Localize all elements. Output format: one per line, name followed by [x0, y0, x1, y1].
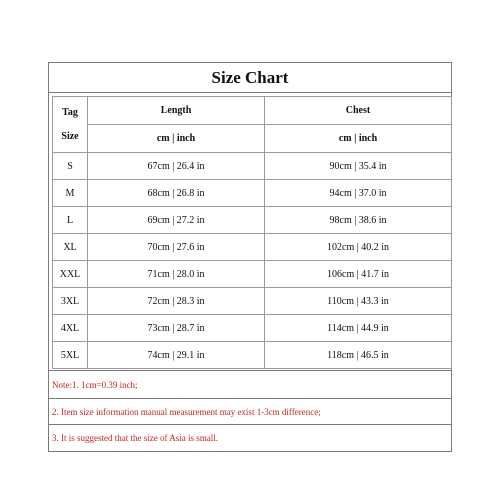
note-measurement: 2. Item size information manual measurement may exist 1-3cm difference; — [49, 398, 451, 424]
length-cell: 71cm | 28.0 in — [88, 261, 265, 288]
length-cell: 67cm | 26.4 in — [88, 153, 265, 180]
table-row — [53, 261, 452, 288]
chest-unit-header: cm | inch — [265, 125, 452, 153]
length-cell: 68cm | 26.8 in — [88, 180, 265, 207]
size-cell: XXL — [53, 261, 88, 288]
tag-size-header — [53, 97, 88, 153]
length-header: Length — [88, 97, 265, 125]
table-row — [53, 234, 452, 261]
table-row — [53, 342, 452, 369]
size-cell: 4XL — [53, 315, 88, 342]
tag-header-line2: Size — [61, 130, 79, 142]
table-header-row — [53, 97, 452, 125]
chest-cell: 102cm | 40.2 in — [265, 234, 452, 261]
size-cell: S — [53, 153, 88, 180]
size-table — [52, 96, 452, 369]
size-cell: L — [53, 207, 88, 234]
chest-cell: 118cm | 46.5 in — [265, 342, 452, 369]
table-row — [53, 180, 452, 207]
chest-cell: 106cm | 41.7 in — [265, 261, 452, 288]
table-row — [53, 315, 452, 342]
size-chart-frame — [48, 62, 452, 452]
chest-cell: 98cm | 38.6 in — [265, 207, 452, 234]
note-asia-size: 3. It is suggested that the size of Asia is small. — [49, 424, 451, 451]
chest-cell: 114cm | 44.9 in — [265, 315, 452, 342]
note-conversion: Note:1. 1cm=0.39 inch; — [49, 370, 451, 398]
size-cell: M — [53, 180, 88, 207]
chest-cell: 110cm | 43.3 in — [265, 288, 452, 315]
length-unit-header: cm | inch — [88, 125, 265, 153]
table-row — [53, 288, 452, 315]
size-chart-title: Size Chart — [49, 63, 451, 93]
size-cell: XL — [53, 234, 88, 261]
chest-cell: 94cm | 37.0 in — [265, 180, 452, 207]
chest-cell: 90cm | 35.4 in — [265, 153, 452, 180]
table-row — [53, 153, 452, 180]
length-cell: 69cm | 27.2 in — [88, 207, 265, 234]
table-row — [53, 207, 452, 234]
length-cell: 70cm | 27.6 in — [88, 234, 265, 261]
table-unit-row — [53, 125, 452, 153]
length-cell: 72cm | 28.3 in — [88, 288, 265, 315]
length-cell: 74cm | 29.1 in — [88, 342, 265, 369]
chest-header: Chest — [265, 97, 452, 125]
length-cell: 73cm | 28.7 in — [88, 315, 265, 342]
size-cell: 5XL — [53, 342, 88, 369]
size-cell: 3XL — [53, 288, 88, 315]
tag-header-line1: Tag — [62, 106, 78, 118]
